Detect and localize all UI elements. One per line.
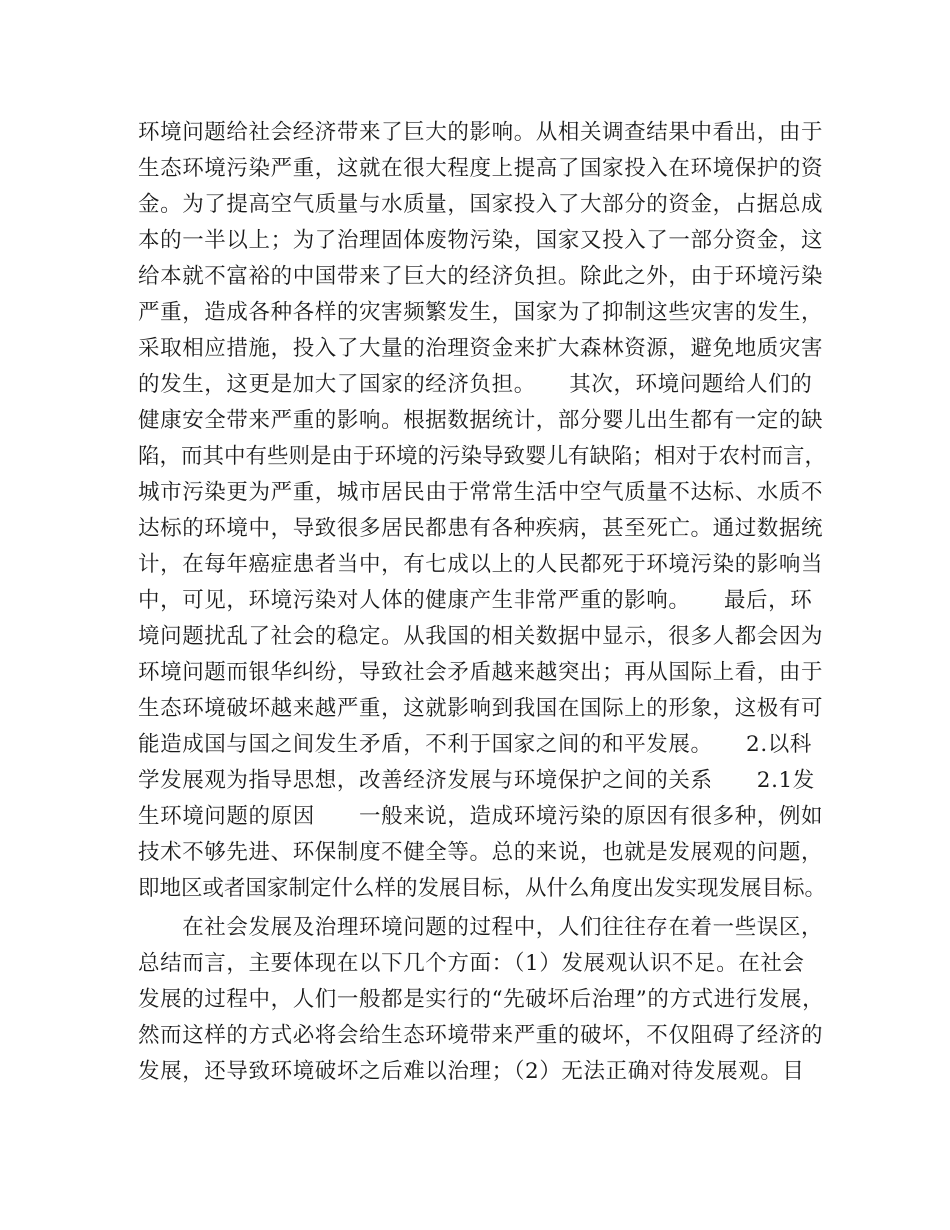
text-line: 城市污染更为严重，城市居民由于常常生活中空气质量不达标、水质不 — [138, 480, 824, 505]
text-line: 境问题扰乱了社会的稳定。从我国的相关数据中显示，很多人都会因为 — [138, 624, 824, 649]
text-line: 中，可见，环境污染对人体的健康产生非常严重的影响。 最后，环 — [138, 588, 813, 613]
text-line: 健康安全带来严重的影响。根据数据统计，部分婴儿出生都有一定的缺 — [138, 408, 824, 433]
text-line: 给本就不富裕的中国带来了巨大的经济负担。除此之外，由于环境污染 — [138, 264, 824, 289]
text-line: 生态环境污染严重，这就在很大程度上提高了国家投入在环境保护的资 — [138, 156, 824, 181]
body-text — [138, 115, 828, 1090]
text-line: 在社会发展及治理环境问题的过程中，人们往往存在着一些误区， — [138, 915, 824, 940]
text-line: 达标的环境中，导致很多居民都患有各种疾病，甚至死亡。通过数据统 — [138, 516, 824, 541]
text-line: 环境问题而银华纠纷，导致社会矛盾越来越突出；再从国际上看，由于 — [138, 660, 824, 685]
text-line: 计，在每年癌症患者当中，有七成以上的人民都死于环境污染的影响当 — [138, 552, 824, 577]
text-line: 本的一半以上；为了治理固体废物污染，国家又投入了一部分资金，这 — [138, 228, 824, 253]
text-line: 生态环境破坏越来越严重，这就影响到我国在国际上的形象，这极有可 — [138, 696, 824, 721]
text-line: 学发展观为指导思想，改善经济发展与环境保护之间的关系 2.1发 — [138, 768, 815, 793]
text-line: 发展的过程中，人们一般都是实行的“先破坏后治理”的方式进行发展， — [138, 987, 825, 1012]
text-line: 能造成国与国之间发生矛盾，不利于国家之间的和平发展。 2.以科 — [138, 732, 812, 757]
text-line: 金。为了提高空气质量与水质量，国家投入了大部分的资金，占据总成 — [138, 192, 824, 217]
text-line: 即地区或者国家制定什么样的发展目标，从什么角度出发实现发展目标。 — [138, 876, 827, 901]
text-line: 发展，还导致环境破坏之后难以治理；（2）无法正确对待发展观。目 — [138, 1059, 805, 1084]
text-line: 的发生，这更是加大了国家的经济负担。 其次，环境问题给人们的 — [138, 372, 813, 397]
text-line: 技术不够先进、环保制度不健全等。总的来说，也就是发展观的问题， — [138, 840, 824, 865]
text-line: 采取相应措施，投入了大量的治理资金来扩大森林资源，避免地质灾害 — [138, 336, 824, 361]
text-line: 陷，而其中有些则是由于环境的污染导致婴儿有缺陷；相对于农村而言， — [138, 444, 827, 469]
text-line: 严重，造成各种各样的灾害频繁发生，国家为了抑制这些灾害的发生， — [138, 300, 824, 325]
text-line: 生环境问题的原因 一般来说，造成环境污染的原因有很多种，例如 — [138, 804, 824, 829]
text-line: 环境问题给社会经济带来了巨大的影响。从相关调查结果中看出，由于 — [138, 120, 824, 145]
text-line: 然而这样的方式必将会给生态环境带来严重的破坏，不仅阻碍了经济的 — [138, 1023, 824, 1048]
text-line: 总结而言，主要体现在以下几个方面：（1）发展观认识不足。在社会 — [138, 951, 805, 976]
